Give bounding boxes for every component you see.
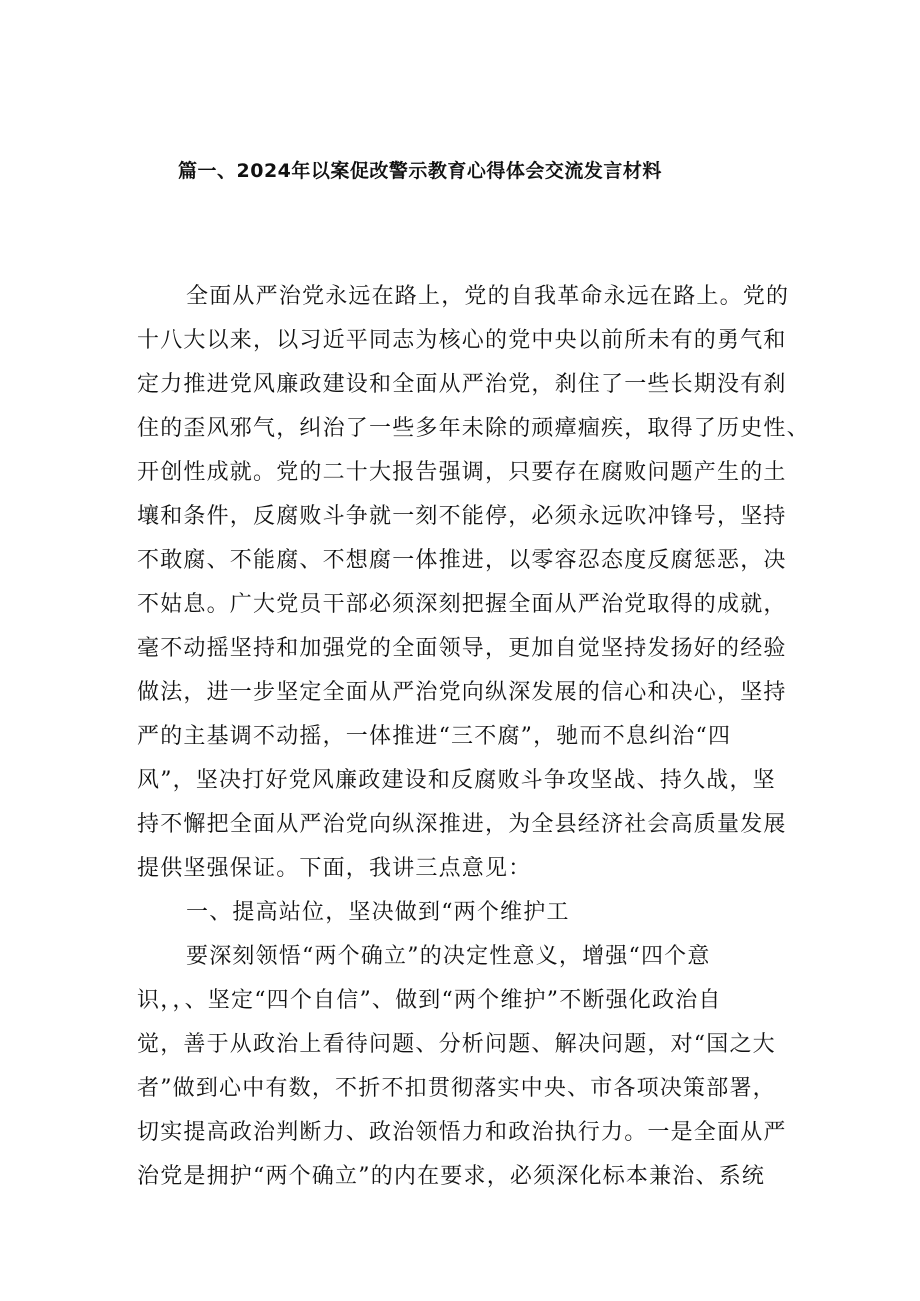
body-line: 壤和条件，反腐败斗争就一刻不能停，必须永远吹冲锋号，坚持 <box>137 504 787 529</box>
body-line: 提供坚强保证。下面，我讲三点意见： <box>137 856 532 881</box>
body-line: 识，，、坚定“四个自信”、做到“两个维护”不断强化政治自 <box>137 988 722 1013</box>
body-line: 开创性成就。党的二十大报告强调，只要存在腐败问题产生的土 <box>137 460 787 485</box>
body-line: 觉，善于从政治上看待问题、分析问题、解决问题，对“国之大 <box>137 1032 776 1057</box>
body-line: 切实提高政治判断力、政治领悟力和政治执行力。一是全面从严 <box>137 1120 787 1145</box>
body-line: 者”做到心中有数，不折不扣贯彻落实中央、市各项决策部署， <box>137 1076 776 1101</box>
body-line: 不姑息。广大党员干部必须深刻把握全面从严治党取得的成就， <box>137 592 787 617</box>
body-line: 持不懈把全面从严治党向纵深推进，为全县经济社会高质量发展 <box>137 812 787 837</box>
body-line: 住的歪风邪气，纠治了一些多年未除的顽瘴痼疾，取得了历史性、 <box>137 416 810 441</box>
document-title: 篇一、2024年以案促改警示教育心得体会交流发言材料 <box>178 160 662 182</box>
body-line: 毫不动摇坚持和加强党的全面领导，更加自觉坚持发扬好的经验 <box>137 636 787 661</box>
body-line: 严的主基调不动摇，一体推进“三不腐”，驰而不息纠治“四 <box>137 724 732 749</box>
body-line: 全面从严治党永远在路上，党的自我革命永远在路上。党的 <box>186 284 790 309</box>
body-line: 定力推进党风廉政建设和全面从严治党，刹住了一些长期没有刹 <box>137 372 787 397</box>
section-heading: 一、提高站位，坚决做到“两个维护工 <box>186 900 570 925</box>
body-line: 十八大以来，以习近平同志为核心的党中央以前所未有的勇气和 <box>137 328 787 353</box>
body-line: 不敢腐、不能腐、不想腐一体推进，以零容忍态度反腐惩恶，决 <box>137 548 787 573</box>
body-line: 风”，坚决打好党风廉政建设和反腐败斗争攻坚战、持久战，坚 <box>137 768 776 793</box>
body-line: 要深刻领悟“两个确立”的决定性意义，增强“四个意 <box>186 944 711 969</box>
body-line: 做法，进一步坚定全面从严治党向纵深发展的信心和决心，坚持 <box>137 680 787 705</box>
body-line: 治党是拥护“两个确立”的内在要求，必须深化标本兼治、系统 <box>137 1164 766 1189</box>
